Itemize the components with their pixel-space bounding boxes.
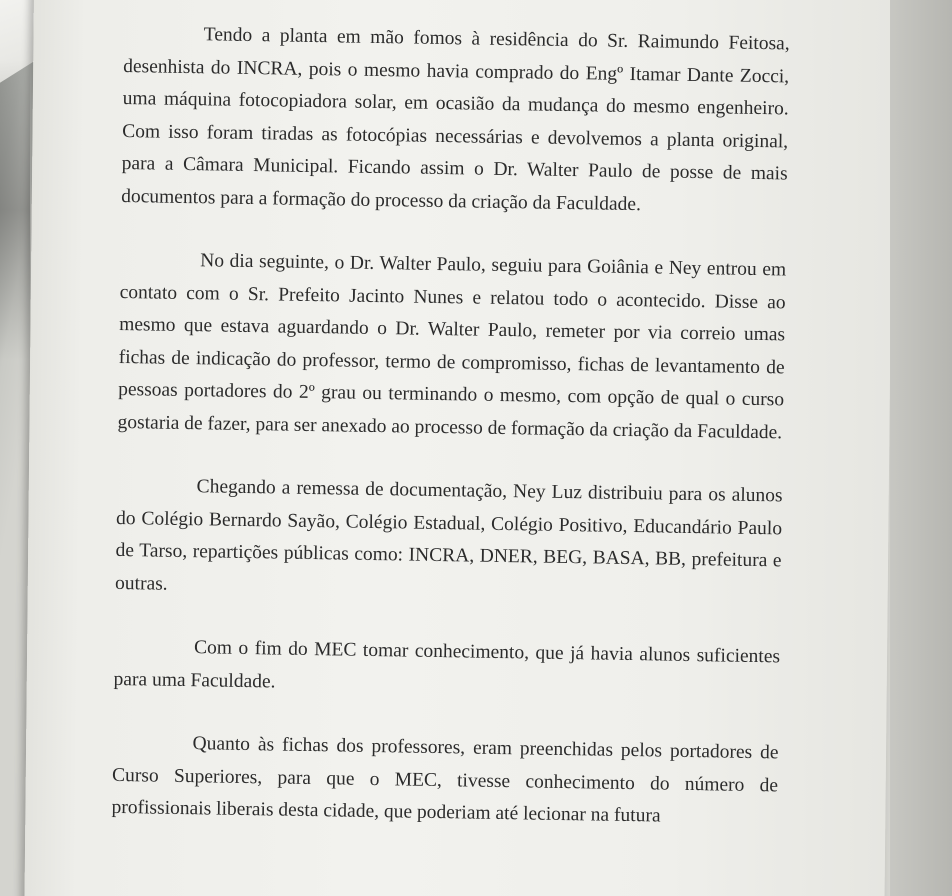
paragraph-3: Chegando a remessa de documentação, Ney Luz distribuiu para os alunos do Colégio Bernardo Sayão, Colégio Estadual, Colégio Positivo, Educandário Paulo de Tarso, repartições públicas como: INCRA, DNER, BEG, BASA, BB, prefeitura e outras. (114, 476, 783, 595)
paragraph-1: Tendo a planta em mão fomos à residência do Sr. Raimundo Feitosa, desenhista do INCRA, pois o mesmo havia comprado do Engº Itamar Dante Zocci, uma máquina fotocopiadora solar, em ocasião da mudança do mesmo engenheiro. Com isso foram tiradas as fotocópias necessárias e devolvemos a planta original, para a Câmara Municipal. Ficando assim o Dr. Walter Paulo de posse de mais documentos para a formação do processo da criação da Faculdade. (121, 24, 790, 215)
page-edge-shadow (0, 60, 30, 360)
paragraph-4: Com o fim do MEC tomar conhecimento, que já havia alunos suficientes para uma Faculdade. (113, 637, 781, 692)
paragraph-5: Quanto às fichas dos professores, eram preenchidas pelos portadores de Curso Superiores, para que o MEC, tivesse conhecimento do número de profissionais liberais desta cidade, que poderiam até lecionar na futura (111, 733, 779, 827)
paragraph-2: No dia seguinte, o Dr. Walter Paulo, seguiu para Goiânia e Ney entrou em contato com o Sr. Prefeito Jacinto Nunes e relatou todo o acontecido. Disse ao mesmo que estava aguardando o Dr. Walter Paulo, remeter por via correio umas fichas de indicação do professor, termo de compromisso, fichas de levantamento de pessoas portadores do 2º grau ou terminando o mesmo, com opção de qual o curso gostaria de fazer, para ser anexado ao processo de formação da criação da Faculdade. (117, 250, 787, 443)
shadowed-desk-area (890, 0, 952, 896)
document-body (111, 18, 790, 835)
